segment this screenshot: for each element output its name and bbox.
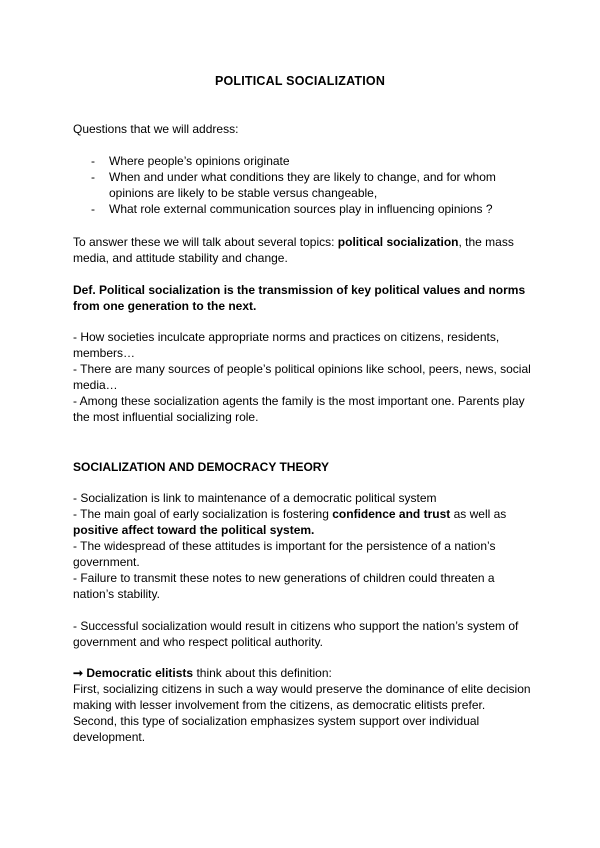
elitists-block: [73, 665, 533, 745]
elitists-heading: ➞ Democratic elitists think about this definition:: [73, 666, 332, 680]
page-title: POLITICAL SOCIALIZATION: [214, 74, 386, 88]
bullet-dash: -: [91, 170, 95, 184]
list-item: - Where people’s opinions originate: [91, 154, 290, 168]
points-block: [73, 329, 533, 425]
section2-line: - Successful socialization would result in citizens who support the nation’s system of government and who respect political authority.: [73, 619, 519, 649]
section-heading: SOCIALIZATION AND DEMOCRACY THEORY: [73, 460, 330, 474]
section2-line: - The main goal of early socialization is fostering confidence and trust as well as positive affect toward the political system.: [73, 507, 507, 537]
elitists-second: Second, this type of socialization emphasizes system support over individual development.: [73, 714, 480, 744]
questions-list: [73, 153, 533, 217]
bullet-dash: -: [91, 154, 95, 168]
answer-bold-term: political socialization: [337, 235, 459, 249]
point-line: - Among these socialization agents the family is the most important one. Parents play the most influential socializing role.: [73, 394, 525, 424]
point-line: - How societies inculcate appropriate norms and practices on citizens, residents, members…: [73, 330, 500, 360]
section2-line: - The widespread of these attitudes is important for the persistence of a nation’s government.: [73, 539, 496, 569]
definition-paragraph: Def. Political socialization is the transmission of key political values and norms from one generation to the next.: [73, 283, 526, 313]
point-line: - There are many sources of people’s political opinions like school, peers, news, social media…: [73, 362, 531, 392]
section2-block: [73, 490, 533, 602]
bullet-dash: -: [91, 202, 95, 216]
list-item: - What role external communication sources play in influencing opinions ?: [91, 202, 493, 216]
list-item: - When and under what conditions they are likely to change, and for whom opinions are likely to be stable versus changeable,: [91, 170, 496, 200]
answer-paragraph: To answer these we will talk about several topics: political socialization, the mass media, and attitude stability and change.: [73, 235, 514, 265]
questions-intro: Questions that we will address:: [73, 122, 239, 136]
section2-line: - Socialization is link to maintenance of a democratic political system: [73, 491, 437, 505]
elitists-first: First, socializing citizens in such a way would preserve the dominance of elite decision making with lesser involvement from the citizens, as democratic elitists prefer.: [73, 682, 531, 712]
section2-line: - Failure to transmit these notes to new generations of children could threaten a nation’s stability.: [73, 571, 495, 601]
